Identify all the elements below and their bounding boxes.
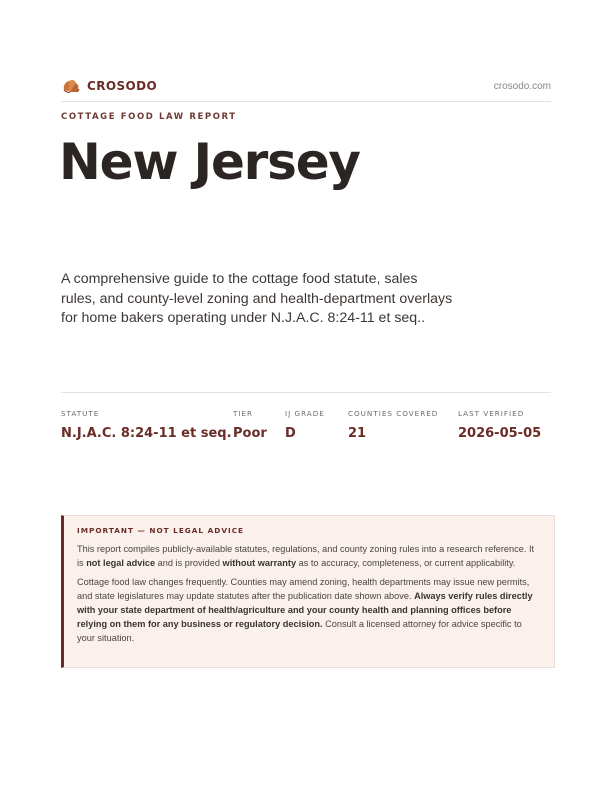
- disclaimer-text: as to accuracy, completeness, or current applicability.: [296, 558, 516, 568]
- stats-divider: [61, 392, 551, 393]
- brand[interactable]: [61, 77, 157, 95]
- stat-label: STATUTE: [61, 409, 100, 418]
- stat-label: TIER: [233, 409, 254, 418]
- disclaimer-paragraph-1: [77, 542, 539, 570]
- stat-statute: [61, 409, 232, 441]
- stat-tier: [233, 409, 267, 441]
- disclaimer-paragraph-2: [77, 575, 539, 645]
- stat-value: 2026-05-05: [458, 426, 542, 441]
- site-url[interactable]: crosodo.com: [493, 80, 551, 92]
- stat-label: LAST VERIFIED: [458, 409, 525, 418]
- disclaimer-text: This report compiles publicly-available statutes, regulations, and county zoning rules into a research reference. It is: [77, 544, 535, 568]
- stat-last-verified: [458, 409, 541, 441]
- intro-paragraph: A comprehensive guide to the cottage food statute, sales rules, and county-level zoning and health-department overlays for home bakers operating under N.J.A.C. 8:24-11 et seq..: [61, 271, 453, 326]
- stat-label: COUNTIES COVERED: [348, 409, 439, 418]
- disclaimer-text: Consult a licensed attorney for advice specific to your situation.: [77, 619, 522, 643]
- croissant-icon: [61, 77, 81, 95]
- report-eyebrow: COTTAGE FOOD LAW REPORT: [61, 112, 237, 122]
- disclaimer-title: IMPORTANT — NOT LEGAL ADVICE: [77, 526, 245, 535]
- page-title: New Jersey: [59, 133, 360, 191]
- stat-ij-grade: [285, 409, 325, 441]
- stat-value: Poor: [233, 426, 267, 441]
- stat-label: IJ GRADE: [285, 409, 325, 418]
- disclaimer-text: Cottage food law changes frequently. Counties may amend zoning, health departments may issue new permits, and state legislatures may update statutes after the publication date shown above.: [77, 577, 530, 601]
- stat-value: N.J.A.C. 8:24-11 et seq.: [61, 426, 232, 441]
- brand-name: CROSODO: [87, 79, 158, 93]
- disclaimer-emphasis: Always verify rules directly with your state department of health/agriculture and your county health and planning offices before relying on them for any business or regulatory decision.: [77, 591, 533, 629]
- stat-value: D: [285, 426, 296, 441]
- legal-disclaimer: [61, 515, 555, 668]
- disclaimer-text: and is provided: [155, 558, 223, 568]
- header-divider: [61, 101, 551, 102]
- header: [61, 76, 551, 96]
- disclaimer-emphasis: not legal advice: [86, 558, 156, 568]
- disclaimer-emphasis: without warranty: [222, 558, 297, 568]
- stat-value: 21: [348, 426, 367, 441]
- stat-counties-covered: [348, 409, 438, 441]
